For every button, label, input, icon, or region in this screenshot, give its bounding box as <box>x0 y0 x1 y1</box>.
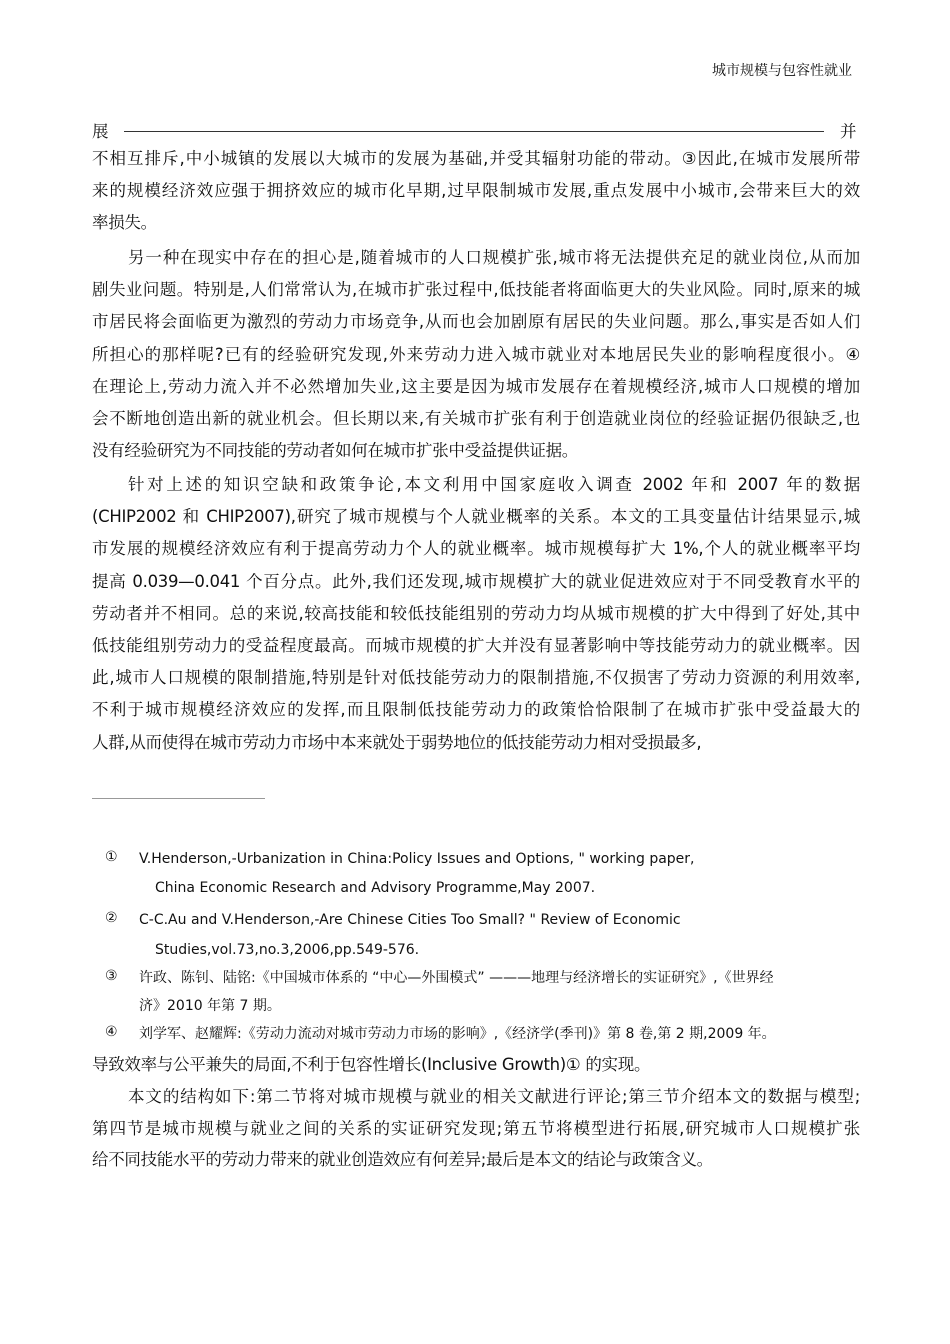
footnote-line: China Economic Research and Advisory Programme,May 2007. <box>155 880 596 896</box>
footnote-line: Studies,vol.73,no.3,2006,pp.549-576. <box>155 942 420 958</box>
running-header: 城市规模与包容性就业 <box>712 63 852 79</box>
text-line: 导致效率与公平兼失的局面,不利于包容性增长(Inclusive Growth)① 的实现。 <box>92 1055 651 1074</box>
text-line: 第四节是城市规模与就业之间的关系的实证研究发现;第五节将模型进行拓展,研究城市人口规模扩张 <box>92 1118 860 1138</box>
text-line: 没有经验研究为不同技能的劳动者如何在城市扩张中受益提供证据。 <box>92 441 579 461</box>
footnote-number: ③ <box>105 968 118 984</box>
text-line: 在理论上,劳动力流入并不必然增加失业,这主要是因为城市发展存在着规模经济,城市人口规模的增加 <box>92 376 860 396</box>
text-line: 人群,从而使得在城市劳动力市场中本来就处于弱势地位的低技能劳动力相对受损最多, <box>92 732 702 752</box>
text-line: (CHIP2002 和 CHIP2007),研究了城市规模与个人就业概率的关系。本文的工具变量估计结果显示,城 <box>92 507 860 527</box>
text-line: 来的规模经济效应强于拥挤效应的城市化早期,过早限制城市发展,重点发展中小城市,会带来巨大的效 <box>92 181 860 201</box>
footnote-line: C-C.Au and V.Henderson,-Are Chinese Cities Too Small? " Review of Economic <box>139 912 681 928</box>
footnote-line: 刘学军、赵耀辉:《劳动力流动对城市劳动力市场的影响》,《经济学(季刊)》第 8 卷,第 2 期,2009 年。 <box>139 1026 776 1042</box>
text-line: 另一种在现实中存在的担心是,随着城市的人口规模扩张,城市将无法提供充足的就业岗位,从而加 <box>128 248 860 267</box>
text-line: 率损失。 <box>92 213 157 233</box>
text-line: 本文的结构如下:第二节将对城市规模与就业的相关文献进行评论;第三节介绍本文的数据与模型; <box>128 1087 860 1106</box>
text-line: 会不断地创造出新的就业机会。但长期以来,有关城市扩张有利于创造就业岗位的经验证据仍很缺乏,也 <box>92 409 860 428</box>
text-line: 不利于城市规模经济效应的发挥,而且限制低技能劳动力的政策恰恰限制了在城市扩张中受益最大的 <box>92 700 860 720</box>
footnote-number: ④ <box>105 1024 118 1040</box>
text-line: 剧失业问题。特别是,人们常常认为,在城市扩张过程中,低技能者将面临更大的失业风险。同时,原来的城 <box>92 280 860 300</box>
footnote-line: V.Henderson,-Urbanization in China:Policy Issues and Options, " working paper, <box>139 851 695 867</box>
footnote-line: 许政、陈钊、陆铭:《中国城市体系的 “中心—外围模式” ———地理与经济增长的实证研究》,《世界经 <box>139 970 774 986</box>
footnote-number: ① <box>105 849 118 865</box>
line-end-char: 并 <box>840 122 857 141</box>
footnote-line: 济》2010 年第 7 期。 <box>139 998 281 1014</box>
footnote-number: ② <box>105 910 118 926</box>
text-line: 提高 0.039—0.041 个百分点。此外,我们还发现,城市规模扩大的就业促进效应对于不同受教育水平的 <box>92 571 860 591</box>
text-line: 此,城市人口规模的限制措施,特别是针对低技能劳动力的限制措施,不仅损害了劳动力资源的利用效率, <box>92 668 860 688</box>
line-start-char: 展 <box>92 122 109 141</box>
text-line: 针对上述的知识空缺和政策争论,本文利用中国家庭收入调查 2002 年和 2007 年的数据 <box>128 475 860 494</box>
text-line: 低技能组别劳动力的受益程度最高。而城市规模的扩大并没有显著影响中等技能劳动力的就业概率。因 <box>92 636 860 655</box>
text-line: 市居民将会面临更为激烈的劳动力市场竞争,从而也会加剧原有居民的失业问题。那么,事实是否如人们 <box>92 312 860 332</box>
text-line: 所担心的那样呢?已有的经验研究发现,外来劳动力进入城市就业对本地居民失业的影响程度很小。④ <box>92 344 860 364</box>
text-line: 劳动者并不相同。总的来说,较高技能和较低技能组别的劳动力均从城市规模的扩大中得到了好处,其中 <box>92 603 860 623</box>
separator-line <box>124 131 824 132</box>
text-line: 不相互排斥,中小城镇的发展以大城市的发展为基础,并受其辐射功能的带动。③因此,在城市发展所带 <box>92 149 860 168</box>
text-line: 给不同技能水平的劳动力带来的就业创造效应有何差异;最后是本文的结论与政策含义。 <box>92 1150 713 1169</box>
text-line: 市发展的规模经济效应有利于提高劳动力个人的就业概率。城市规模每扩大 1%,个人的就业概率平均 <box>92 539 860 559</box>
footnote-separator <box>92 798 265 799</box>
